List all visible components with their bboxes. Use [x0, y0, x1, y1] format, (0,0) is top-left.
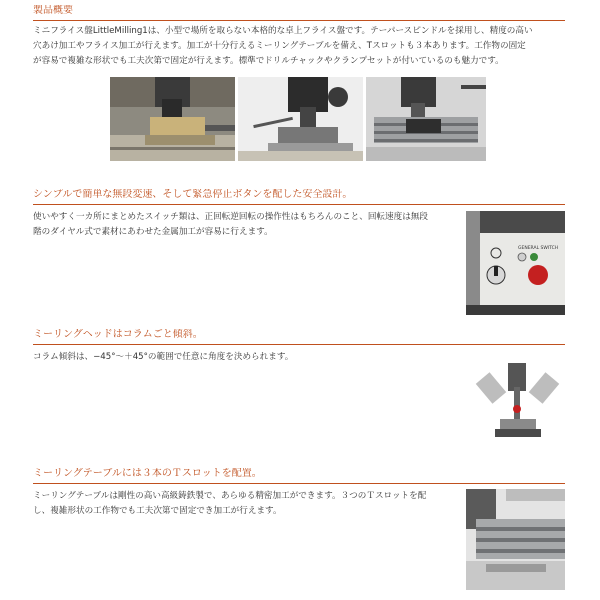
- panel-label: GENERAL SWITCH: [518, 246, 559, 251]
- text-line: 使いやすく一カ所にまとめたスイッチ類は、正回転逆回転の操作性はもちろんのこと、回転速度は無段: [33, 212, 428, 222]
- text-line: 階のダイヤル式で素材にあわせた金属加工が容易に行えます。: [33, 227, 273, 237]
- section-heading-tslot: ミーリングテーブルには３本のＴスロットを配置。: [33, 468, 565, 484]
- section-heading-overview: 製品概要: [33, 5, 565, 21]
- t-slot-table-photo: [466, 489, 565, 590]
- text-line: が容易で複雑な形状でも工夫次第で固定が行えます。標準でドリルチャックやクランプセットが付いているのも魅力です。: [33, 56, 504, 66]
- section-heading-tilt: ミーリングヘッドはコラムごと傾斜。: [33, 329, 565, 345]
- tilt-text: [33, 350, 458, 365]
- milling-table-photo: [366, 77, 486, 161]
- overview-text: [33, 24, 573, 69]
- text-line: コラム傾斜は、−45°～＋45°の範囲で任意に角度を決められます。: [33, 352, 294, 362]
- text-line: し、複雑形状の工作物でも工夫次第で固定でき加工が行えます。: [33, 506, 282, 516]
- milling-vise-photo: [110, 77, 235, 161]
- switch-panel-photo: [466, 211, 565, 315]
- text-line: ミーリングテーブルは剛性の高い高級鋳鉄製で、あらゆる精密加工ができます。３つのＴスロットを配: [33, 491, 427, 501]
- text-line: ミニフライス盤LittleMilling1は、小型で場所を取らない本格的な卓上フライス盤です。テーパースピンドルを採用し、精度の高い: [33, 26, 533, 36]
- text-line: 穴あけ加工やフライス加工が行えます。加工が十分行えるミーリングテーブルを備え、Tスロットも３本あります。工作物の固定: [33, 41, 526, 51]
- section-heading-safety: シンプルで簡単な無段変速、そして緊急停止ボタンを配した安全設計。: [33, 189, 565, 205]
- milling-head-photo: [238, 77, 363, 161]
- tslot-text: [33, 489, 458, 519]
- column-tilt-photo: [470, 357, 565, 445]
- safety-text: [33, 210, 458, 240]
